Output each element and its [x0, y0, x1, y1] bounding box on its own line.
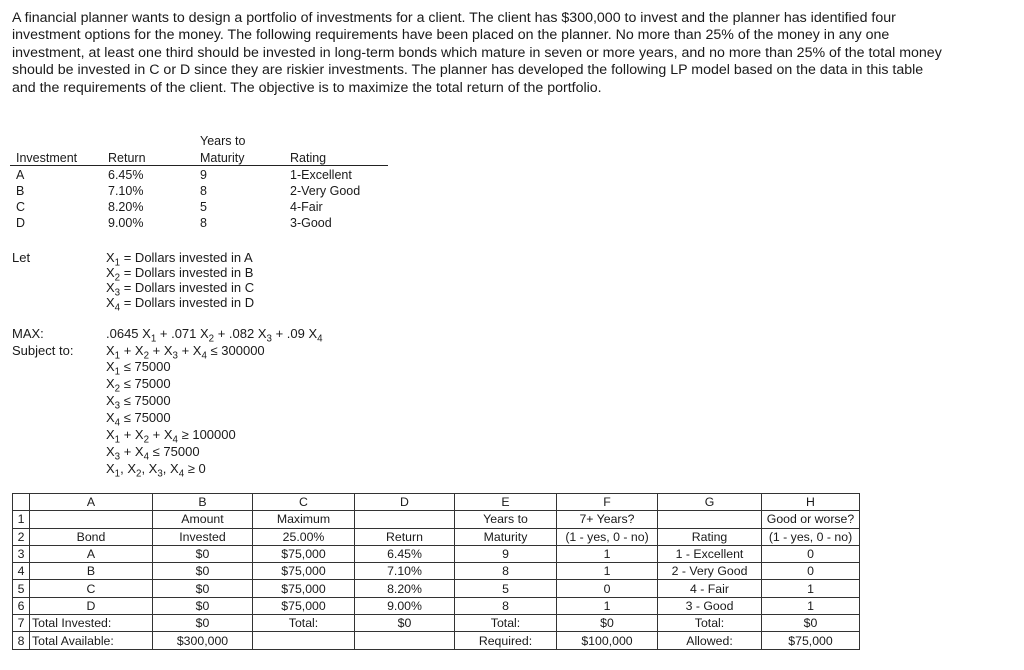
problem-statement: A financial planner wants to design a portfolio of investments for a client. The client has $300,000 to invest and the planner has identified four investment options for the money. The following requirements have been placed on the planner. No more than 25% of the money in any one investment, at least one third should be invested in long-term bonds which mature in seven or more years, and no more than 25% of the total money should be invested in C or D since they are riskier investments. The planner has developed the following LP model based on the data in this table and the requirements of the client. The objective is to maximize the total return of the portfolio.	[12, 10, 942, 96]
constraint: $X_1 + X_2 + X_3 + X_4 \le 300000$	[106, 343, 265, 362]
variable-definition: $X_4$ = Dollars invested in D	[106, 295, 255, 314]
cell: 1	[557, 597, 658, 614]
cell: $75,000	[253, 545, 355, 562]
max-label: MAX:	[12, 326, 44, 341]
cell: Return	[355, 528, 455, 545]
table-row	[13, 580, 860, 597]
row-number: 1	[13, 511, 30, 528]
constraint: $X_2 \le 75000$	[106, 376, 171, 395]
cell: 0	[762, 545, 860, 562]
cell: 7.10%	[355, 563, 455, 580]
rating-cell: 4-Fair	[290, 200, 323, 214]
constraint: $X_1 \le 75000$	[106, 359, 171, 378]
return-cell: 9.00%	[108, 216, 144, 230]
cell: 4 - Fair	[658, 580, 762, 597]
table-row	[13, 528, 860, 545]
cell: Required:	[455, 632, 557, 649]
row-number: 4	[13, 563, 30, 580]
objective-function: .0645 $X_1 + .071$ $X_2 + .082$ $X_3 + .09$ $X_4$	[106, 326, 323, 345]
years-cell: 5	[200, 200, 207, 214]
table-row	[13, 545, 860, 562]
cell: $300,000	[153, 632, 253, 649]
cell: 1 - Excellent	[658, 545, 762, 562]
cell: 1	[557, 545, 658, 562]
rating-cell: 2-Very Good	[290, 184, 361, 198]
cell: B	[30, 563, 153, 580]
cell: Total:	[658, 615, 762, 632]
spreadsheet	[12, 493, 860, 650]
cell: $0	[153, 563, 253, 580]
header-rule	[10, 165, 388, 166]
cell: Maturity	[455, 528, 557, 545]
cell: Total:	[253, 615, 355, 632]
cell: C	[30, 580, 153, 597]
cell: 0	[762, 563, 860, 580]
variable-definition: $X_3$ = Dollars invested in C	[106, 280, 255, 299]
constraint: $X_1$, $X_2$, $X_3$, $X_4 \ge 0$	[106, 461, 206, 480]
cell: 8.20%	[355, 580, 455, 597]
years-cell: 8	[200, 184, 207, 198]
table-row	[13, 511, 860, 528]
cell: Years to	[455, 511, 557, 528]
header-rating: Rating	[290, 151, 327, 165]
column-header-row	[13, 494, 860, 511]
cell	[355, 511, 455, 528]
cell: Allowed:	[658, 632, 762, 649]
cell: $75,000	[253, 580, 355, 597]
variable-definition: $X_1$ = Dollars invested in A	[106, 250, 253, 269]
cell: $100,000	[557, 632, 658, 649]
row-number: 8	[13, 632, 30, 649]
cell: 9.00%	[355, 597, 455, 614]
cell	[355, 632, 455, 649]
rating-cell: 1-Excellent	[290, 168, 352, 182]
constraint: $X_3 \le 75000$	[106, 393, 171, 412]
column-header-g: G	[658, 494, 762, 511]
years-cell: 9	[200, 168, 207, 182]
cell: $75,000	[762, 632, 860, 649]
cell: Bond	[30, 528, 153, 545]
return-cell: 7.10%	[108, 184, 144, 198]
cell: 1	[762, 597, 860, 614]
let-label: Let	[12, 250, 31, 265]
column-header-b: B	[153, 494, 253, 511]
cell: 3 - Good	[658, 597, 762, 614]
cell: $0	[153, 597, 253, 614]
cell: (1 - yes, 0 - no)	[557, 528, 658, 545]
cell: $0	[557, 615, 658, 632]
table-row	[13, 632, 860, 649]
cell: Total:	[455, 615, 557, 632]
return-cell: 8.20%	[108, 200, 144, 214]
column-header-d: D	[355, 494, 455, 511]
investment-cell: A	[16, 168, 25, 182]
cell	[30, 511, 153, 528]
cell: $75,000	[253, 597, 355, 614]
investment-cell: D	[16, 216, 26, 230]
table-row	[13, 563, 860, 580]
header-years-line1: Years to	[200, 134, 246, 148]
cell: 9	[455, 545, 557, 562]
cell: $0	[355, 615, 455, 632]
cell: Maximum	[253, 511, 355, 528]
cell: 8	[455, 597, 557, 614]
column-header-h: H	[762, 494, 860, 511]
cell: $0	[153, 545, 253, 562]
column-header-c: C	[253, 494, 355, 511]
column-header-e: E	[455, 494, 557, 511]
header-investment: Investment	[16, 151, 78, 165]
cell: $75,000	[253, 563, 355, 580]
cell: Rating	[658, 528, 762, 545]
constraint: $X_3 + X_4 \le 75000$	[106, 444, 200, 463]
cell: 1	[762, 580, 860, 597]
cell: 5	[455, 580, 557, 597]
years-cell: 8	[200, 216, 207, 230]
cell: 0	[557, 580, 658, 597]
cell: Invested	[153, 528, 253, 545]
row-number: 5	[13, 580, 30, 597]
investment-cell: B	[16, 184, 25, 198]
row-number: 6	[13, 597, 30, 614]
row-number: 7	[13, 615, 30, 632]
cell: 6.45%	[355, 545, 455, 562]
constraint: $X_4 \le 75000$	[106, 410, 171, 429]
cell: Total Invested:	[30, 615, 153, 632]
cell: Good or worse?	[762, 511, 860, 528]
cell: $0	[153, 580, 253, 597]
cell: $0	[153, 615, 253, 632]
header-return: Return	[108, 151, 146, 165]
cell: (1 - yes, 0 - no)	[762, 528, 860, 545]
cell	[658, 511, 762, 528]
header-years-line2: Maturity	[200, 151, 245, 165]
subject-to-label: Subject to:	[12, 343, 74, 358]
cell: $0	[762, 615, 860, 632]
cell: 8	[455, 563, 557, 580]
rating-cell: 3-Good	[290, 216, 332, 230]
cell: 25.00%	[253, 528, 355, 545]
column-header-f: F	[557, 494, 658, 511]
cell: 7+ Years?	[557, 511, 658, 528]
table-row	[13, 615, 860, 632]
investment-cell: C	[16, 200, 26, 214]
row-number: 3	[13, 545, 30, 562]
variable-definition: $X_2$ = Dollars invested in B	[106, 265, 254, 284]
column-header-a: A	[30, 494, 153, 511]
constraint: $X_1 + X_2 + X_4 \ge 100000$	[106, 427, 236, 446]
corner-cell	[13, 494, 30, 511]
cell: 2 - Very Good	[658, 563, 762, 580]
return-cell: 6.45%	[108, 168, 144, 182]
cell: A	[30, 545, 153, 562]
cell: D	[30, 597, 153, 614]
table-row	[13, 597, 860, 614]
cell	[253, 632, 355, 649]
cell: Amount	[153, 511, 253, 528]
row-number: 2	[13, 528, 30, 545]
cell: Total Available:	[30, 632, 153, 649]
cell: 1	[557, 563, 658, 580]
